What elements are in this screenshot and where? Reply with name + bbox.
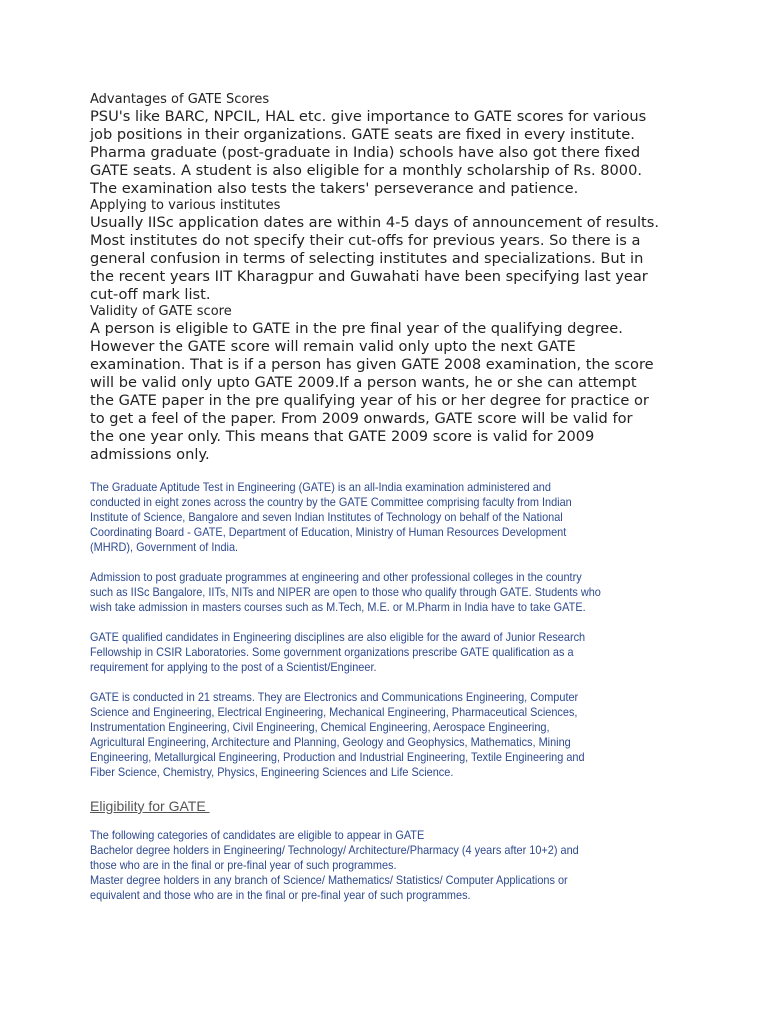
text-line: admissions only. [90, 446, 210, 463]
text-line: Institute of Science, Bangalore and seven Indian Institutes of Technology on behalf of the National [90, 510, 563, 524]
text-line: Coordinating Board - GATE, Department of Education, Ministry of Human Resources Development [90, 525, 567, 539]
text-line: cut-off mark list. [90, 286, 211, 303]
text-line: Agricultural Engineering, Architecture and Planning, Geology and Geophysics, Mathematics, Mining [90, 735, 571, 749]
text-line: Fellowship in CSIR Laboratories. Some government organizations prescribe GATE qualification as a [90, 645, 574, 659]
text-line: such as IISc Bangalore, IITs, NITs and NIPER are open to those who qualify through GATE. Students who [90, 585, 601, 599]
text-line: those who are in the final or pre-final year of such programmes. [90, 858, 397, 872]
eligibility-heading: Eligibility for GATE [90, 798, 210, 814]
text-line: the GATE paper in the pre qualifying year of his or her degree for practice or [90, 392, 649, 409]
text-line: Bachelor degree holders in Engineering/ Technology/ Architecture/Pharmacy (4 years after 10+2) and [90, 843, 579, 857]
text-line: The examination also tests the takers' perseverance and patience. [90, 180, 579, 197]
section-validity [90, 304, 680, 464]
text-line: equivalent and those who are in the final or pre-final year of such programmes. [90, 888, 471, 902]
gate-intro-paragraph [90, 480, 682, 555]
text-line: A person is eligible to GATE in the pre final year of the qualifying degree. [90, 320, 623, 337]
text-line: requirement for applying to the post of a Scientist/Engineer. [90, 660, 377, 674]
text-line: Instrumentation Engineering, Civil Engineering, Chemical Engineering, Aerospace Engineering, [90, 720, 550, 734]
text-line: general confusion in terms of selecting institutes and specializations. But in [90, 250, 644, 267]
text-line: wish take admission in masters courses such as M.Tech, M.E. or M.Pharm in India have to take GATE. [90, 600, 586, 614]
section-advantages [90, 92, 680, 198]
text-line: will be valid only upto GATE 2009.If a person wants, he or she can attempt [90, 374, 637, 391]
section-heading: Applying to various institutes [90, 198, 281, 213]
section-heading: Advantages of GATE Scores [90, 92, 270, 107]
streams-paragraph [90, 690, 682, 780]
text-line: Fiber Science, Chemistry, Physics, Engineering Sciences and Life Science. [90, 765, 454, 779]
text-line: the recent years IIT Kharagpur and Guwahati have been specifying last year [90, 268, 648, 285]
text-line: GATE qualified candidates in Engineering disciplines are also eligible for the award of Junior Research [90, 630, 586, 644]
text-line: Pharma graduate (post-graduate in India) schools have also got there fixed [90, 144, 641, 161]
text-line: Engineering, Metallurgical Engineering, Production and Industrial Engineering, Textile Engineering and [90, 750, 585, 764]
text-line: (MHRD), Government of India. [90, 540, 239, 554]
text-line: Usually IISc application dates are within 4-5 days of announcement of results. [90, 214, 660, 231]
admission-paragraph [90, 570, 682, 615]
text-line: The following categories of candidates are eligible to appear in GATE [90, 828, 425, 842]
text-line: Science and Engineering, Electrical Engineering, Mechanical Engineering, Pharmaceutical Sciences, [90, 705, 578, 719]
text-line: Admission to post graduate programmes at engineering and other professional colleges in the country [90, 570, 582, 584]
text-line: However the GATE score will remain valid only upto the next GATE [90, 338, 576, 355]
eligibility-paragraph [90, 828, 682, 903]
text-line: GATE is conducted in 21 streams. They are Electronics and Communications Engineering, Computer [90, 690, 579, 704]
text-line: to get a feel of the paper. From 2009 onwards, GATE score will be valid for [90, 410, 633, 427]
text-line: The Graduate Aptitude Test in Engineering (GATE) is an all-India examination administered and [90, 480, 551, 494]
section-heading: Validity of GATE score [90, 304, 232, 319]
text-line: job positions in their organizations. GATE seats are fixed in every institute. [90, 126, 635, 143]
text-line: PSU's like BARC, NPCIL, HAL etc. give importance to GATE scores for various [90, 108, 647, 125]
document-page [90, 92, 680, 903]
text-line: GATE seats. A student is also eligible for a monthly scholarship of Rs. 8000. [90, 162, 643, 179]
text-line: Master degree holders in any branch of Science/ Mathematics/ Statistics/ Computer Applications or [90, 873, 568, 887]
text-line: conducted in eight zones across the country by the GATE Committee comprising faculty from Indian [90, 495, 572, 509]
fellowship-paragraph [90, 630, 682, 675]
text-line: Most institutes do not specify their cut-offs for previous years. So there is a [90, 232, 641, 249]
text-line: the one year only. This means that GATE 2009 score is valid for 2009 [90, 428, 595, 445]
section-applying [90, 198, 680, 304]
text-line: examination. That is if a person has given GATE 2008 examination, the score [90, 356, 654, 373]
